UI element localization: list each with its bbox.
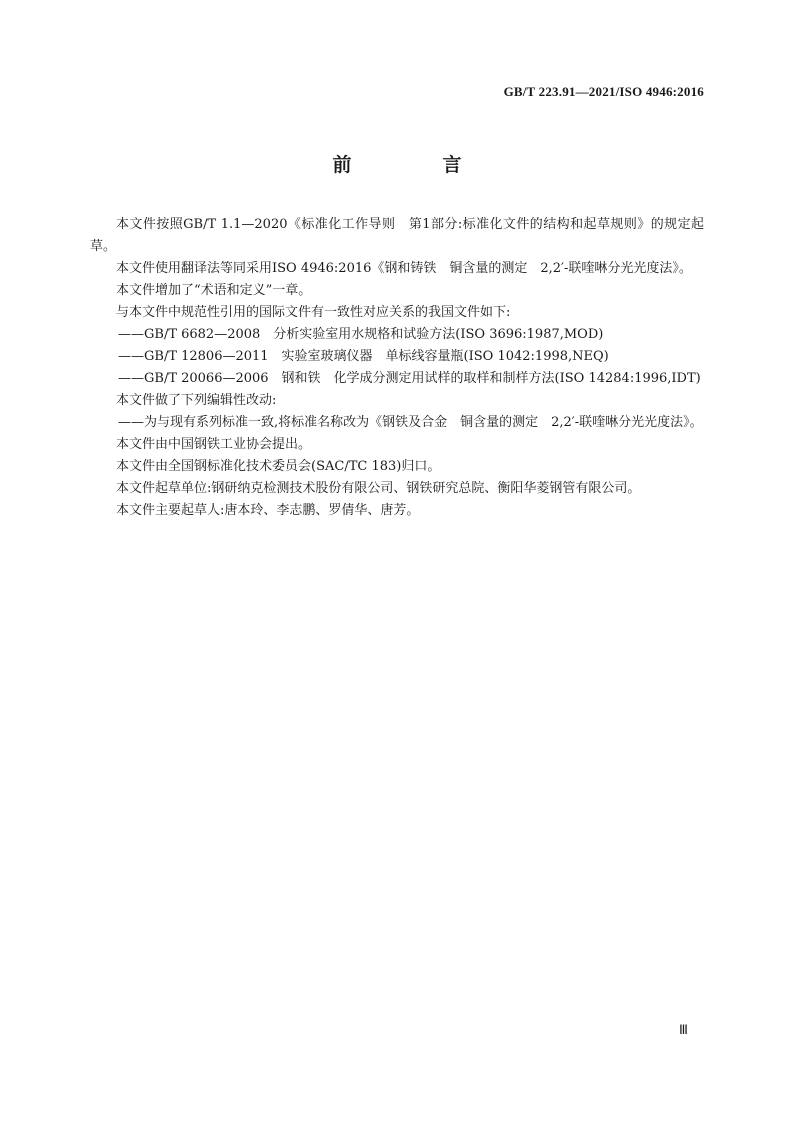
paragraph-references-intro: 与本文件中规范性引用的国际文件有一致性对应关系的我国文件如下: bbox=[116, 305, 511, 320]
page-title: 前 言 bbox=[332, 154, 498, 176]
paragraph-drafting-units: 本文件起草单位:钢研纳克检测技术股份有限公司、钢铁研究总院、衡阳华菱钢管有限公司。 bbox=[116, 481, 641, 496]
paragraph-drafting-rules: 本文件按照GB/T 1.1—2020《标准化工作导则 第1部分:标准化文件的结构和起草规则》的规定起草。 bbox=[90, 217, 704, 254]
paragraph-edit-intro: 本文件做了下列编辑性改动: bbox=[116, 393, 277, 408]
reference-item: ——GB/T 6682—2008 分析实验室用水规格和试验方法(ISO 3696:1987,MOD) bbox=[118, 327, 604, 342]
paragraph-adoption: 本文件使用翻译法等同采用ISO 4946:2016《钢和铸铁 铜含量的测定 2,2′-联喹啉分光光度法》。 bbox=[116, 261, 692, 276]
document-body bbox=[90, 214, 704, 522]
paragraph-drafters: 本文件主要起草人:唐本玲、李志鹏、罗倩华、唐芳。 bbox=[116, 503, 420, 518]
page-number: Ⅲ bbox=[679, 1022, 688, 1037]
paragraph-added-chapter: 本文件增加了“术语和定义”一章。 bbox=[116, 283, 312, 298]
reference-item: ——GB/T 12806—2011 实验室玻璃仪器 单标线容量瓶(ISO 1042:1998,NEQ) bbox=[118, 349, 609, 364]
edit-item: ——为与现有系列标准一致,将标准名称改为《钢铁及合金 铜含量的测定 2,2′-联喹啉分光光度法》。 bbox=[118, 415, 703, 430]
reference-item: ——GB/T 20066—2006 钢和铁 化学成分测定用试样的取样和制样方法(ISO 14284:1996,IDT) bbox=[118, 371, 701, 386]
paragraph-proposer: 本文件由中国钢铁工业协会提出。 bbox=[116, 437, 312, 452]
paragraph-committee: 本文件由全国钢标准化技术委员会(SAC/TC 183)归口。 bbox=[116, 459, 441, 474]
standard-code: GB/T 223.91—2021/ISO 4946:2016 bbox=[503, 84, 704, 99]
